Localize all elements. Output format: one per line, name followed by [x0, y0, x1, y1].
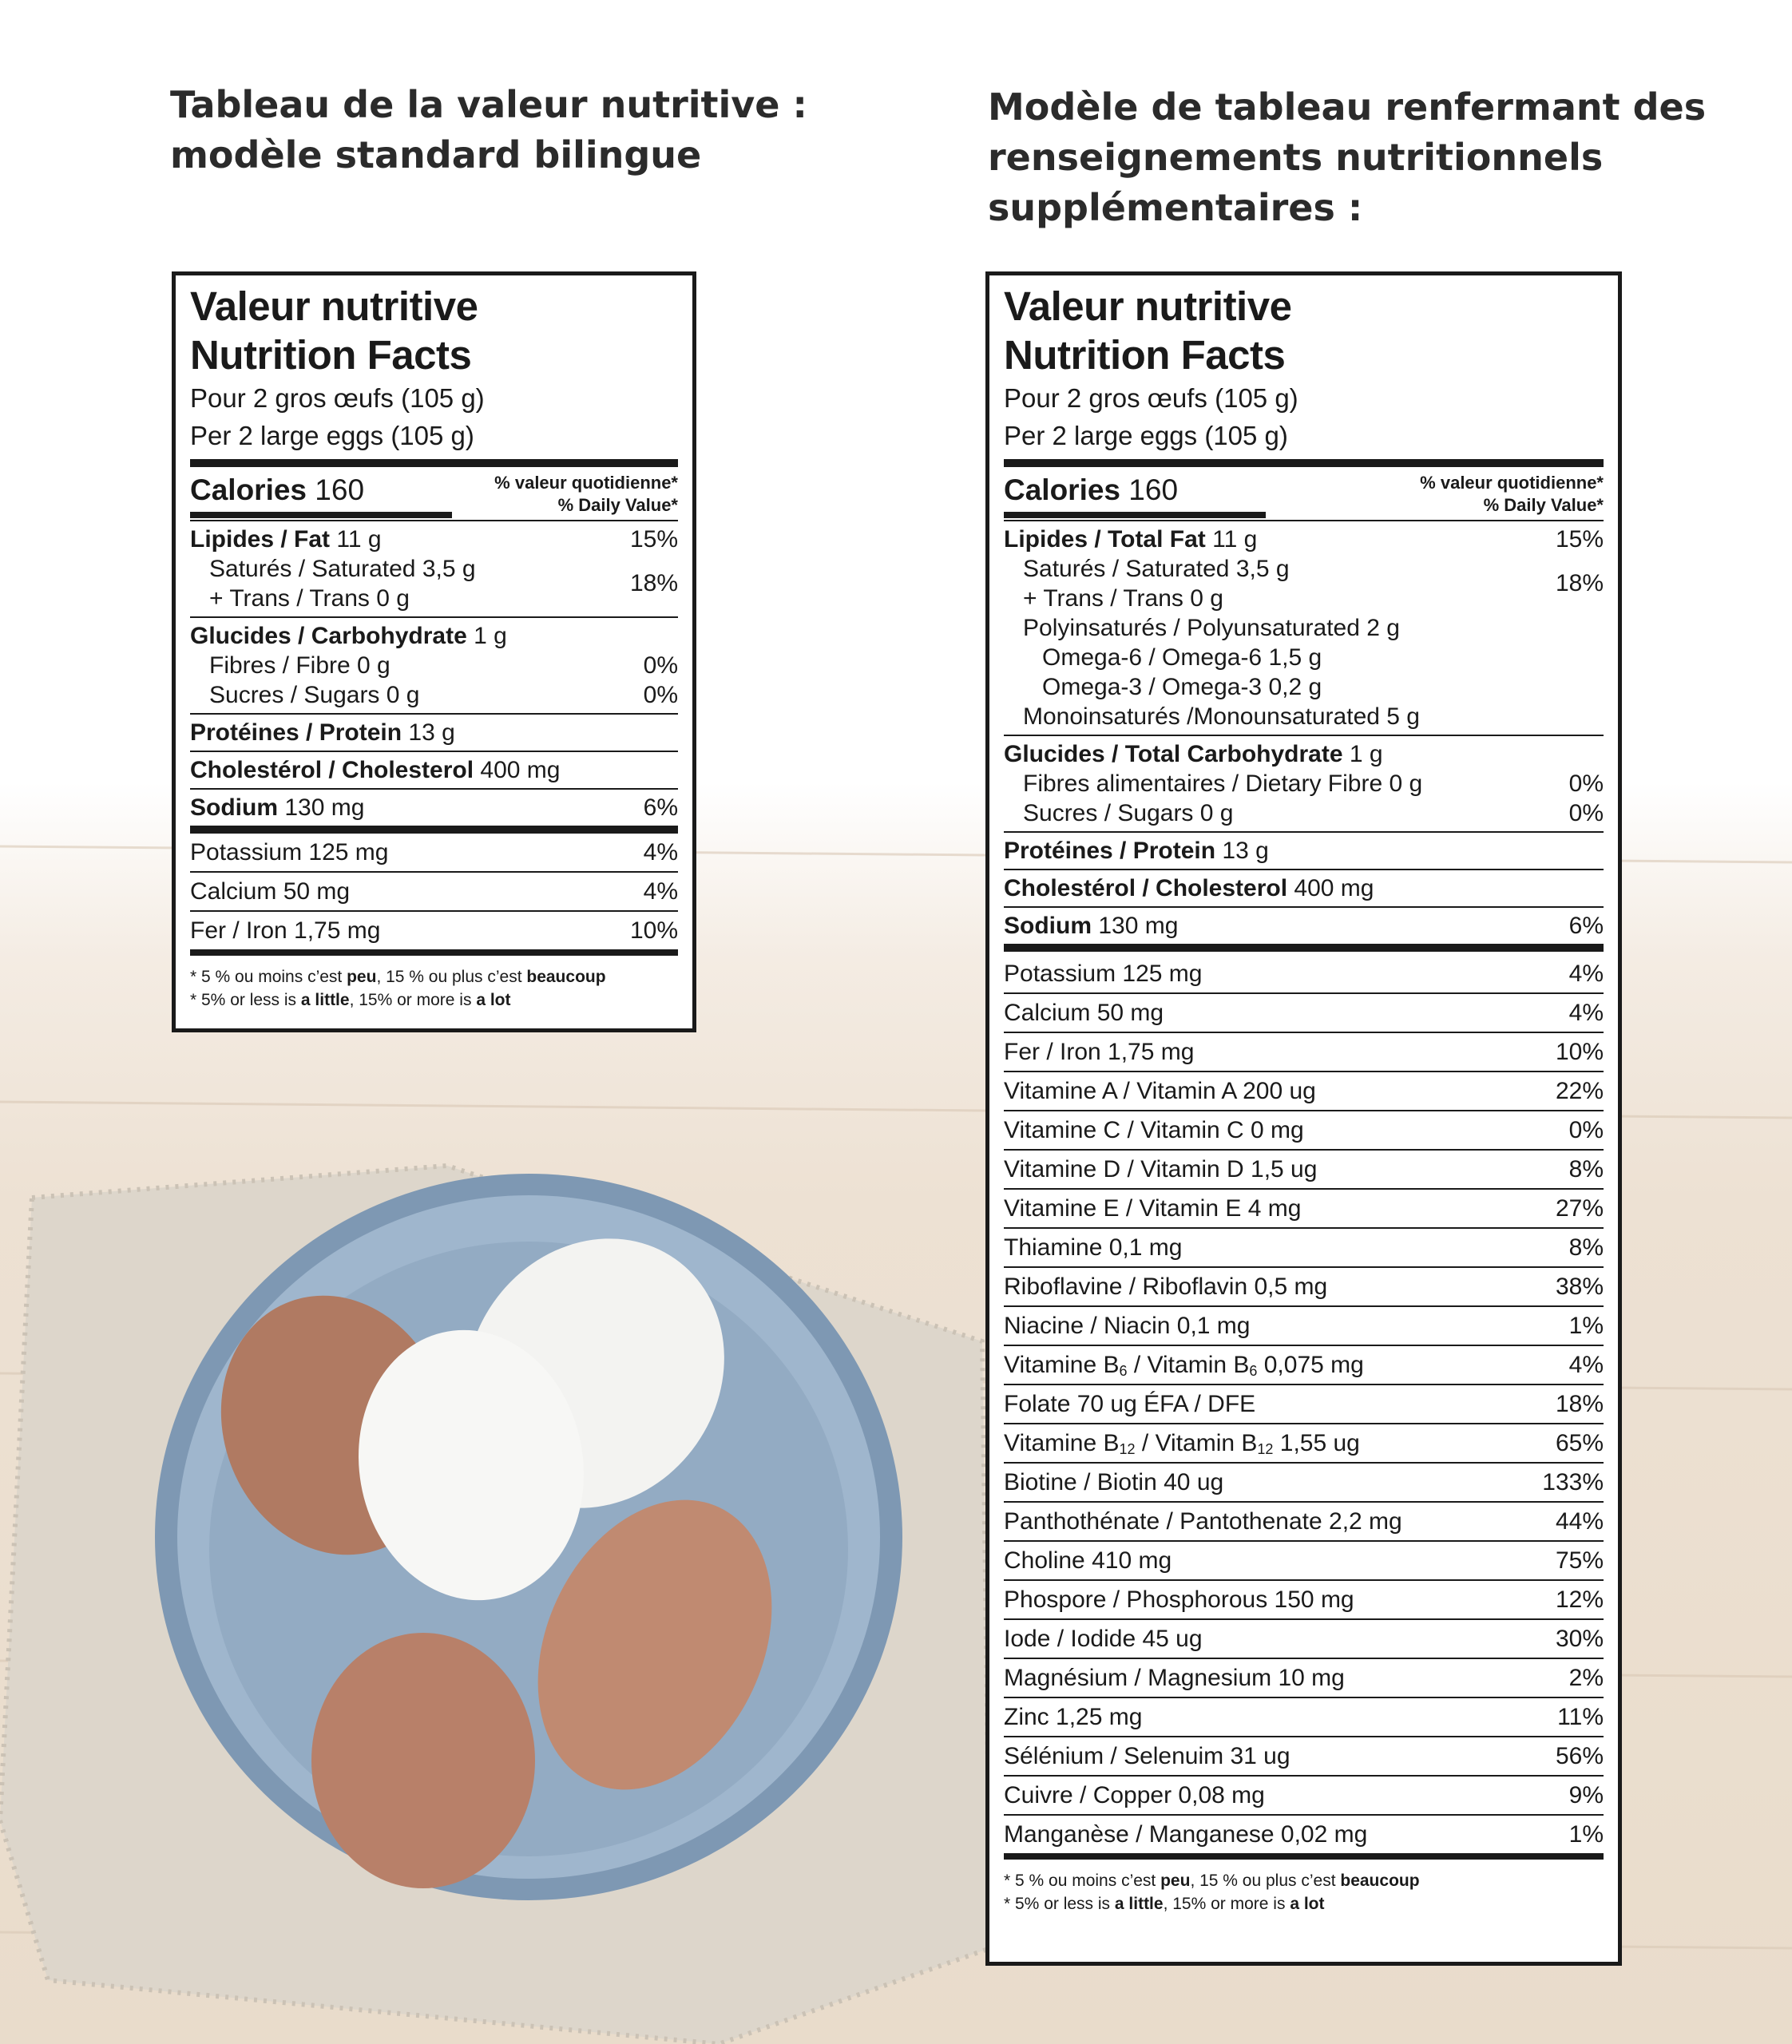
fat-label: Lipides / Fat [190, 526, 331, 553]
footnote-en-c: , 15% or more is [349, 991, 477, 1009]
nutrition-facts-supplementary [985, 271, 1622, 1966]
omega-6: Omega-6 / Omega-6 1,5 g [1042, 644, 1322, 671]
vitamin-pct: 0% [1568, 1117, 1604, 1143]
mineral-row [1004, 1816, 1604, 1853]
mineral-pct: 12% [1555, 1586, 1604, 1613]
cholesterol-value: 400 mg [1294, 875, 1374, 901]
footnote-en-d: a lot [476, 991, 511, 1009]
polyunsaturated: Polyinsaturés / Polyunsaturated 2 g [1023, 615, 1400, 641]
divider [190, 459, 678, 467]
mineral-row [190, 873, 678, 912]
right-heading [988, 82, 1706, 233]
footnote-en-d: a lot [1290, 1895, 1325, 1913]
mineral-label: Fer / Iron 1,75 mg [190, 917, 381, 944]
vitamin-label: Riboflavine / Riboflavin 0,5 mg [1004, 1274, 1328, 1300]
mineral-row [1004, 1581, 1604, 1620]
vitamin-pct: 4% [1568, 1352, 1604, 1378]
monounsaturated: Monoinsaturés /Monounsaturated 5 g [1023, 703, 1420, 730]
calories-label: Calories [1004, 473, 1121, 506]
vitamin-row [1004, 1307, 1604, 1346]
footnote-en-c: , 15% or more is [1163, 1895, 1290, 1913]
vitamin-row [1004, 1190, 1604, 1229]
vitamin-pct: 8% [1568, 1234, 1604, 1261]
vitamin-label: Vitamine A / Vitamin A 200 ug [1004, 1078, 1316, 1104]
footnote [1004, 1860, 1604, 1915]
cholesterol-value: 400 mg [480, 757, 561, 783]
vitamin-pct: 22% [1555, 1078, 1604, 1104]
nutrient-pct: 75% [1555, 1547, 1604, 1574]
carb-label: Glucides / Carbohydrate [190, 623, 467, 649]
subscript: 12 [1257, 1441, 1274, 1457]
mineral-row [1004, 1737, 1604, 1777]
mineral-label: Cuivre / Copper 0,08 mg [1004, 1782, 1265, 1808]
calories-row [1004, 467, 1604, 520]
vitamin-pct: 38% [1555, 1274, 1604, 1300]
left-heading [170, 80, 807, 180]
mineral-label: Sélénium / Selenuim 31 ug [1004, 1743, 1290, 1769]
calories-value: 160 [315, 473, 365, 506]
vitamin-label: Vitamine C / Vitamin C 0 mg [1004, 1117, 1304, 1143]
vitamin-label: Panthothénate / Pantothenate 2,2 mg [1004, 1508, 1402, 1535]
brown-egg [311, 1633, 535, 1888]
sugars-pct: 0% [1568, 800, 1604, 826]
protein-value: 13 g [1222, 838, 1269, 864]
footnote-fr-a: * 5 % ou moins c’est [190, 968, 347, 986]
daily-value-header [494, 472, 678, 517]
mineral-pct: 10% [1555, 1039, 1604, 1065]
sugars: Sucres / Sugars 0 g [1023, 800, 1234, 826]
subscript: 6 [1249, 1363, 1258, 1379]
sat-trans-pct: 18% [1555, 570, 1604, 596]
mineral-label: Fer / Iron 1,75 mg [1004, 1039, 1195, 1065]
vitamin-label: Niacine / Niacin 0,1 mg [1004, 1313, 1251, 1339]
carb-value: 1 g [474, 623, 507, 649]
mineral-label: Iode / Iodide 45 ug [1004, 1626, 1203, 1652]
vitamin-b12-fr: Vitamine B [1004, 1430, 1120, 1456]
right-heading-line-3: supplémentaires : [988, 186, 1363, 229]
sodium-value: 130 mg [1098, 913, 1179, 939]
sodium-pct: 6% [643, 794, 678, 821]
serving-en: Per 2 large eggs (105 g) [1004, 421, 1288, 450]
mineral-label: Potassium 125 mg [190, 839, 389, 866]
vitamin-row [1004, 1464, 1604, 1503]
title-fr: Valeur nutritive [190, 283, 478, 329]
mineral-pct: 4% [643, 839, 678, 866]
vitamin-b6-amount: 0,075 mg [1257, 1352, 1364, 1378]
vitamin-row [1004, 1268, 1604, 1307]
mineral-row [1004, 1698, 1604, 1737]
vitamin-pct: 27% [1555, 1195, 1604, 1222]
vitamin-pct: 65% [1555, 1430, 1604, 1456]
vitamin-b12-en: / Vitamin B [1135, 1430, 1258, 1456]
minerals-list [190, 834, 678, 956]
trans: + Trans / Trans 0 g [1023, 585, 1223, 612]
dv-fr: % valeur quotidienne* [494, 473, 678, 493]
mineral-pct: 4% [1568, 961, 1604, 987]
mineral-pct: 4% [1568, 1000, 1604, 1026]
serving-en: Per 2 large eggs (105 g) [190, 421, 474, 450]
mineral-pct: 2% [1568, 1665, 1604, 1691]
serving-fr: Pour 2 gros œufs (105 g) [190, 383, 485, 413]
fat-label: Lipides / Total Fat [1004, 526, 1206, 553]
title-en: Nutrition Facts [1004, 332, 1286, 378]
footnote-fr-d: beaucoup [1340, 1872, 1420, 1890]
mineral-label: Magnésium / Magnesium 10 mg [1004, 1665, 1345, 1691]
trans: + Trans / Trans 0 g [209, 585, 410, 612]
vitamin-label: Vitamine D / Vitamin D 1,5 ug [1004, 1156, 1318, 1182]
fibre: Fibres alimentaires / Dietary Fibre 0 g [1023, 770, 1423, 797]
mineral-label: Phospore / Phosphorous 150 mg [1004, 1586, 1354, 1613]
title-fr: Valeur nutritive [1004, 283, 1292, 329]
mineral-pct: 11% [1557, 1704, 1604, 1730]
vitamin-label: Thiamine 0,1 mg [1004, 1234, 1183, 1261]
vitamin-pct: 18% [1555, 1391, 1604, 1417]
mineral-row [1004, 1033, 1604, 1072]
cholesterol-label: Cholestérol / Cholesterol [1004, 875, 1288, 901]
mineral-label: Zinc 1,25 mg [1004, 1704, 1143, 1730]
egg-bowl-photo [0, 1102, 990, 2044]
footnote-fr-c: , 15 % ou plus c’est [376, 968, 527, 986]
vitamin-b6-en: / Vitamin B [1127, 1352, 1250, 1378]
mineral-row [1004, 994, 1604, 1033]
vitamin-b12-amount: 1,55 ug [1273, 1430, 1360, 1456]
right-heading-line-2: renseignements nutritionnels [988, 136, 1604, 179]
dv-en: % Daily Value* [1483, 495, 1604, 515]
vitamin-label: Vitamine E / Vitamin E 4 mg [1004, 1195, 1302, 1222]
vitamin-label: Folate 70 ug ÉFA / DFE [1004, 1391, 1256, 1417]
footnote-fr-d: beaucoup [526, 968, 606, 986]
fibre: Fibres / Fibre 0 g [209, 652, 391, 679]
footnote-en-a: * 5% or less is [1004, 1895, 1115, 1913]
sodium-value: 130 mg [284, 794, 365, 821]
mineral-row [1004, 1659, 1604, 1698]
mineral-row [1004, 1777, 1604, 1816]
footnote-en-b: a little [300, 991, 350, 1009]
vitamin-pct: 1% [1568, 1313, 1604, 1339]
vitamin-pct: 8% [1568, 1156, 1604, 1182]
mineral-pct: 4% [643, 878, 678, 905]
nutrient-label: Choline 410 mg [1004, 1547, 1172, 1574]
vitamin-pct: 133% [1542, 1469, 1604, 1495]
dv-en: % Daily Value* [557, 495, 678, 515]
protein-label: Protéines / Protein [190, 719, 402, 746]
fat-pct: 15% [1555, 526, 1604, 553]
fat-pct: 15% [629, 526, 678, 553]
fibre-pct: 0% [1568, 770, 1604, 797]
mineral-row [190, 912, 678, 949]
nutrient-row [1004, 1542, 1604, 1581]
footnote [190, 956, 678, 1012]
carb-label: Glucides / Total Carbohydrate [1004, 741, 1343, 767]
vitamin-row [1004, 1424, 1604, 1464]
title-en: Nutrition Facts [190, 332, 472, 378]
vitamin-b6-fr: Vitamine B [1004, 1352, 1120, 1378]
vitamin-pct: 44% [1555, 1508, 1604, 1535]
vitamins-minerals-list [1004, 952, 1604, 1860]
calories-label: Calories [190, 473, 307, 506]
fat-value: 11 g [1212, 526, 1258, 553]
mineral-label: Potassium 125 mg [1004, 961, 1203, 987]
vitamin-label [1004, 1424, 1360, 1462]
sodium-label: Sodium [190, 794, 278, 821]
left-heading-line-1: Tableau de la valeur nutritive : [170, 83, 807, 126]
sugars: Sucres / Sugars 0 g [209, 682, 420, 708]
subscript: 6 [1119, 1363, 1128, 1379]
fat-value: 11 g [336, 526, 382, 553]
mineral-pct: 10% [629, 917, 678, 944]
mineral-pct: 1% [1568, 1821, 1604, 1848]
vitamin-row [1004, 1385, 1604, 1424]
mineral-pct: 56% [1555, 1743, 1604, 1769]
vitamin-row [1004, 1072, 1604, 1111]
mineral-label: Calcium 50 mg [190, 878, 351, 905]
mineral-row [190, 834, 678, 873]
nutrition-facts-standard [172, 271, 696, 1032]
footnote-fr-b: peu [1160, 1872, 1191, 1890]
right-heading-line-1: Modèle de tableau renfermant des [988, 85, 1707, 129]
footnote-fr-a: * 5 % ou moins c’est [1004, 1872, 1161, 1890]
fibre-pct: 0% [643, 652, 678, 679]
vitamin-label [1004, 1346, 1364, 1384]
protein-label: Protéines / Protein [1004, 838, 1216, 864]
cholesterol-label: Cholestérol / Cholesterol [190, 757, 474, 783]
sodium-pct: 6% [1568, 913, 1604, 939]
sat-trans-pct: 18% [629, 570, 678, 596]
mineral-row [1004, 955, 1604, 994]
saturated: Saturés / Saturated 3,5 g [209, 556, 476, 582]
mineral-label: Calcium 50 mg [1004, 1000, 1164, 1026]
sugars-pct: 0% [643, 682, 678, 708]
sodium-label: Sodium [1004, 913, 1092, 939]
footnote-fr-c: , 15 % ou plus c’est [1190, 1872, 1341, 1890]
vitamin-row [1004, 1503, 1604, 1542]
carb-value: 1 g [1349, 741, 1383, 767]
saturated: Saturés / Saturated 3,5 g [1023, 556, 1290, 582]
vitamin-row [1004, 1151, 1604, 1190]
serving-fr: Pour 2 gros œufs (105 g) [1004, 383, 1298, 413]
vitamin-row [1004, 1346, 1604, 1385]
calories-value: 160 [1128, 473, 1179, 506]
subscript: 12 [1119, 1441, 1136, 1457]
mineral-row [1004, 1620, 1604, 1659]
dv-fr: % valeur quotidienne* [1420, 473, 1604, 493]
footnote-en-b: a little [1114, 1895, 1164, 1913]
mineral-pct: 30% [1555, 1626, 1604, 1652]
vitamin-row [1004, 1229, 1604, 1268]
vitamin-row [1004, 1111, 1604, 1151]
omega-3: Omega-3 / Omega-3 0,2 g [1042, 674, 1322, 700]
calories-row [190, 467, 678, 520]
daily-value-header [1420, 472, 1604, 517]
footnote-en-a: * 5% or less is [190, 991, 301, 1009]
vitamin-label: Biotine / Biotin 40 ug [1004, 1469, 1224, 1495]
mineral-label: Manganèse / Manganese 0,02 mg [1004, 1821, 1368, 1848]
mineral-pct: 9% [1568, 1782, 1604, 1808]
protein-value: 13 g [408, 719, 455, 746]
left-heading-line-2: modèle standard bilingue [170, 133, 702, 176]
footnote-fr-b: peu [347, 968, 377, 986]
